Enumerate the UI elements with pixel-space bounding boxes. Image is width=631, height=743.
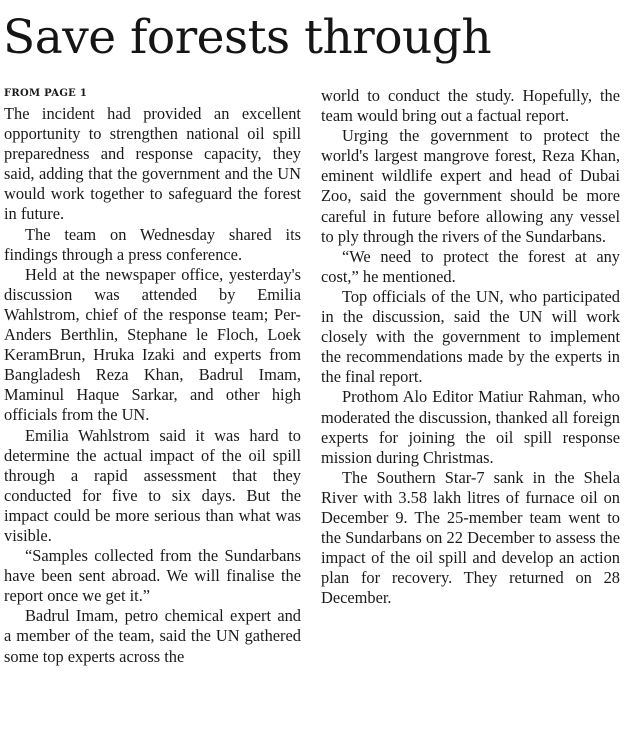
headline: Save forests through (3, 10, 492, 65)
paragraph: Badrul Imam, petro chemical expert and a member of the team, said the UN gathered some top experts across the (4, 606, 301, 666)
paragraph: Emilia Wahlstrom said it was hard to determine the actual impact of the oil spill through a rapid assessment that they conducted for five to six days. But the impact could be more serious than what was visible. (4, 425, 301, 545)
article-column-right (321, 86, 620, 608)
paragraph: Prothom Alo Editor Matiur Rahman, who moderated the discussion, thanked all foreign experts for joining the oil spill response mission during Christmas. (321, 387, 620, 467)
paragraph: “We need to protect the forest at any cost,” he mentioned. (321, 246, 620, 286)
paragraph: world to conduct the study. Hopefully, the team would bring out a factual report. (321, 86, 620, 126)
paragraph: The team on Wednesday shared its findings through a press conference. (4, 224, 301, 264)
paragraph: Urging the government to protect the world's largest mangrove forest, Reza Khan, eminent wildlife expert and head of Dubai Zoo, said the government should be more careful in future before allowing any vessel to ply through the rivers of the Sundarbans. (321, 126, 620, 246)
paragraph: The incident had provided an excellent opportunity to strengthen national oil spill preparedness and response capacity, they said, adding that the government and the UN would work together to safeguard the forest in future. (4, 104, 301, 224)
continued-from-label: FROM PAGE 1 (4, 88, 88, 99)
paragraph: The Southern Star-7 sank in the Shela River with 3.58 lakh litres of furnace oil on December 9. The 25-member team went to the Sundarbans on 22 December to assess the impact of the oil spill and develop an action plan for recovery. They returned on 28 December. (321, 467, 620, 608)
paragraph: “Samples collected from the Sundarbans have been sent abroad. We will finalise the report once we get it.” (4, 546, 301, 606)
paragraph: Held at the newspaper office, yesterday's discussion was attended by Emilia Wahlstrom, chief of the response team; Per-Anders Berthlin, Stephane le Floch, Loek KeramBrun, Hruka Izaki and experts from Bangladesh Reza Khan, Badrul Imam, Maminul Haque Sarkar, and other high officials from the UN. (4, 264, 301, 425)
article-column-left (4, 84, 301, 667)
paragraph: Top officials of the UN, who participated in the discussion, said the UN will work closely with the government to implement the recommendations made by the experts in the final report. (321, 286, 620, 387)
